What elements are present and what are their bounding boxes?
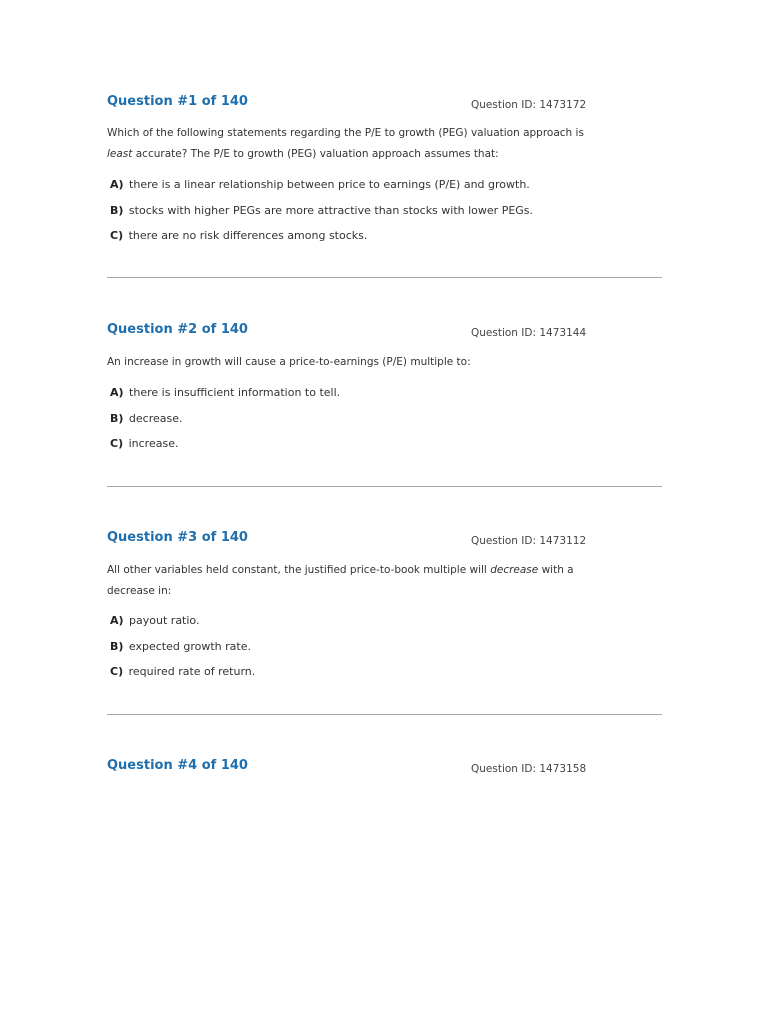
question-id: Question ID: 1473144 <box>471 327 587 339</box>
option-letter: A) <box>110 614 124 627</box>
answer-option-a[interactable] <box>110 385 340 411</box>
option-text: stocks with higher PEGs are more attractive than stocks with lower PEGs. <box>128 203 534 217</box>
answer-option-c[interactable] <box>110 436 340 462</box>
answer-option-c[interactable] <box>110 664 255 690</box>
option-text: there are no risk differences among stocks. <box>128 229 368 242</box>
question-id: Question ID: 1473172 <box>471 99 587 111</box>
option-text: decrease. <box>128 411 183 425</box>
answer-options <box>110 177 533 254</box>
question-id: Question ID: 1473112 <box>471 535 587 547</box>
stem-line: with a <box>538 564 574 576</box>
question-id: Question ID: 1473158 <box>471 763 587 775</box>
question-title: Question #1 of 140 <box>107 94 248 109</box>
question-stem <box>107 123 587 165</box>
answer-options <box>110 385 340 462</box>
option-letter: B) <box>110 639 124 653</box>
option-text: required rate of return. <box>128 665 256 678</box>
answer-option-c[interactable] <box>110 228 533 254</box>
stem-line: An increase in growth will cause a price-to-earnings (P/E) multiple to: <box>107 356 471 368</box>
stem-emphasis: decrease <box>490 564 539 576</box>
stem-emphasis: least <box>107 148 133 160</box>
question-stem <box>107 560 587 602</box>
stem-line: accurate? The P/E to growth (PEG) valuation approach assumes that: <box>132 148 499 160</box>
answer-options <box>110 613 255 690</box>
option-letter: A) <box>110 386 124 399</box>
question-title: Question #2 of 140 <box>107 322 248 337</box>
option-letter: C) <box>110 437 124 450</box>
option-letter: C) <box>110 229 124 242</box>
question-title: Question #3 of 140 <box>107 530 248 545</box>
answer-option-b[interactable] <box>110 639 255 665</box>
question-stem <box>107 352 587 373</box>
option-text: increase. <box>128 437 179 450</box>
option-text: there is insufficient information to tell. <box>129 386 341 399</box>
answer-option-a[interactable] <box>110 613 255 639</box>
option-text: there is a linear relationship between price to earnings (P/E) and growth. <box>129 178 530 191</box>
option-letter: B) <box>110 203 124 217</box>
question-divider <box>107 486 662 487</box>
stem-line: Which of the following statements regarding the P/E to growth (PEG) valuation approach is <box>107 127 584 139</box>
answer-option-a[interactable] <box>110 177 533 203</box>
question-divider <box>107 714 662 715</box>
option-text: expected growth rate. <box>128 639 251 653</box>
stem-line: All other variables held constant, the justified price-to-book multiple will <box>107 564 491 576</box>
stem-line: decrease in: <box>107 585 172 597</box>
option-letter: B) <box>110 411 124 425</box>
question-divider <box>107 277 662 278</box>
option-text: payout ratio. <box>129 614 200 627</box>
option-letter: A) <box>110 178 124 191</box>
answer-option-b[interactable] <box>110 411 340 437</box>
question-title: Question #4 of 140 <box>107 758 248 773</box>
answer-option-b[interactable] <box>110 203 533 229</box>
option-letter: C) <box>110 665 124 678</box>
